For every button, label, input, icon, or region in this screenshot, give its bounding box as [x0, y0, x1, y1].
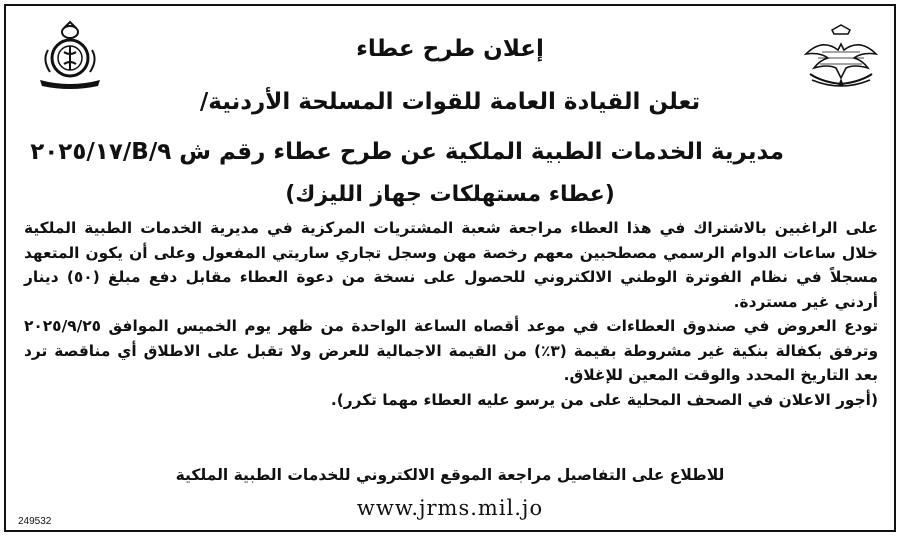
rms-emblem-icon: [34, 20, 106, 92]
announcement-body: [24, 216, 878, 412]
tender-subject: (عطاء مستهلكات جهاز الليزك): [285, 182, 615, 207]
announcement-title: إعلان طرح عطاء: [356, 36, 544, 62]
body-paragraph-1: على الراغبين بالاشتراك في هذا العطاء مراجعة شعبة المشتريات المركزية في مديرية الخدمات الطبية الملكية خلال ساعات الدوام الرسمي مصطحبين معهم رخصة مهن وسجل تجاري ساريتي المفعول وعلى أن يكون المتعهد مسجلاً في نظام الفوترة الوطني الالكتروني للحصول على نسخة من دعوة العطاء مقابل دفع مبلغ (٥٠) دينار أردني غير مستردة.: [24, 219, 878, 311]
website-link[interactable]: www.jrms.mil.jo: [356, 496, 544, 520]
announcement-frame: [4, 4, 896, 532]
reference-number: 249532: [18, 516, 52, 527]
details-note: للاطلاع على التفاصيل مراجعة الموقع الالكتروني للخدمات الطبية الملكية: [175, 466, 725, 484]
armed-forces-emblem-icon: [802, 24, 880, 92]
body-paragraph-3: (أجور الاعلان في الصحف المحلية على من يرسو عليه العطاء مهما تكرر).: [330, 390, 878, 409]
tender-number: مديرية الخدمات الطبية الملكية عن طرح عطاء رقم ش ٩/B/٢٠٢٥/١٧: [30, 139, 784, 165]
announcement-issuer: تعلن القيادة العامة للقوات المسلحة الأردنية/: [199, 89, 701, 115]
body-paragraph-2: تودع العروض في صندوق العطاءات في موعد أقصاه الساعة الواحدة من ظهر يوم الخميس الموافق ٢٠٢٥/٩/٢٥ وترفق بكفالة بنكية غير مشروطة بقيمة (٣٪) من القيمة الاجمالية للعرض ولا تقبل على الاطلاق أي مناقصة ترد بعد التاريخ المحدد والوقت المعين للإغلاق.: [24, 317, 879, 384]
